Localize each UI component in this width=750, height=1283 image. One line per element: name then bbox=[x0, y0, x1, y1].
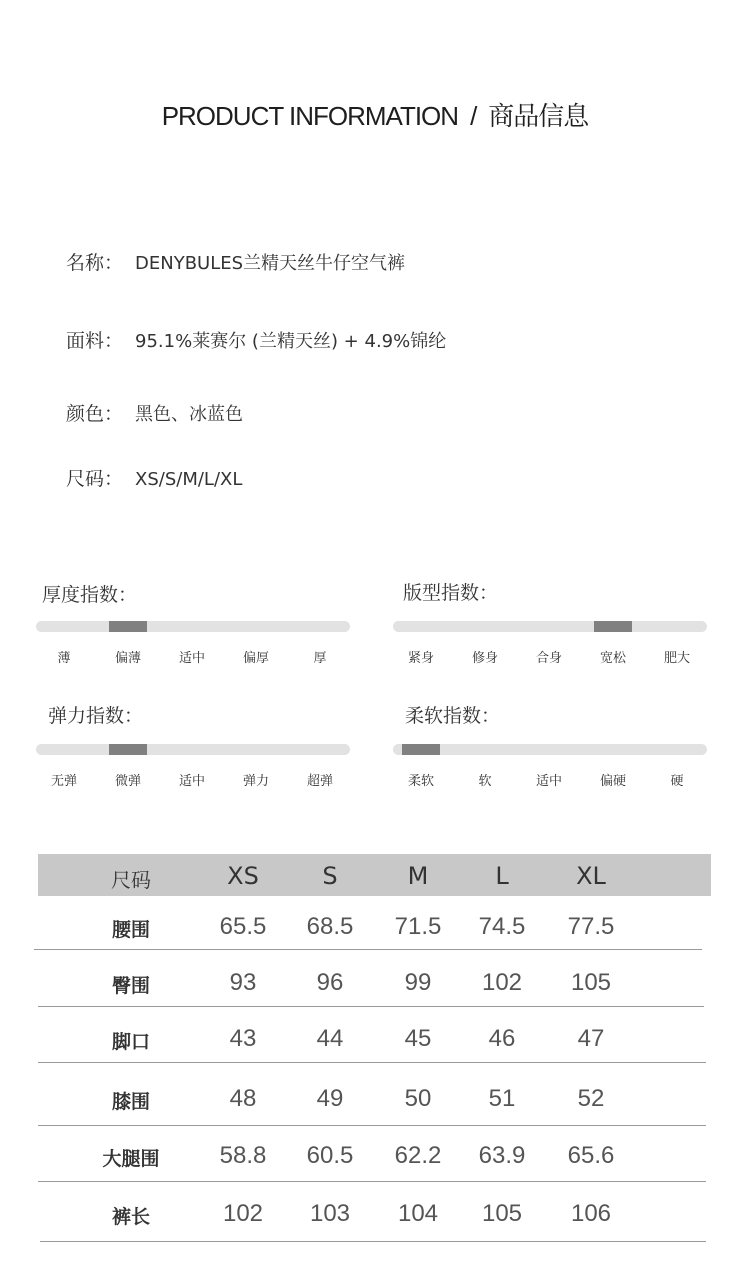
table-cell: 65.6 bbox=[567, 1142, 615, 1169]
table-cell: 58.8 bbox=[219, 1142, 267, 1169]
header-cell-size: 尺码 bbox=[111, 868, 151, 892]
row-divider bbox=[38, 1062, 706, 1063]
row-label: 臀围 bbox=[111, 975, 151, 997]
table-cell: 50 bbox=[404, 1085, 432, 1112]
gauge-option: 适中 bbox=[535, 774, 563, 789]
table-cell: 62.2 bbox=[394, 1142, 442, 1169]
gauge-track bbox=[36, 621, 350, 632]
table-cell: 96 bbox=[316, 969, 344, 996]
header-cell: M bbox=[407, 862, 429, 890]
table-cell: 106 bbox=[570, 1200, 612, 1227]
row-label: 大腿围 bbox=[102, 1148, 160, 1170]
gauge-option: 偏硬 bbox=[599, 774, 627, 789]
table-cell: 51 bbox=[488, 1085, 516, 1112]
header-cell: XS bbox=[227, 862, 259, 890]
table-row bbox=[38, 1183, 711, 1242]
table-cell: 48 bbox=[229, 1085, 257, 1112]
table-cell: 105 bbox=[481, 1200, 523, 1227]
gauge-track bbox=[36, 744, 350, 755]
gauge-label: 弹力指数： bbox=[48, 705, 144, 727]
gauge-option: 宽松 bbox=[599, 651, 627, 666]
table-cell: 49 bbox=[316, 1085, 344, 1112]
table-cell: 74.5 bbox=[478, 913, 526, 940]
table-cell: 99 bbox=[404, 969, 432, 996]
table-cell: 103 bbox=[309, 1200, 351, 1227]
gauge-option: 偏薄 bbox=[114, 651, 142, 666]
gauge-option: 适中 bbox=[178, 651, 206, 666]
gauge-option: 柔软 bbox=[407, 774, 435, 789]
info-row-size bbox=[66, 464, 242, 491]
table-cell: 63.9 bbox=[478, 1142, 526, 1169]
info-key: 名称： bbox=[66, 252, 124, 274]
table-cell: 60.5 bbox=[306, 1142, 354, 1169]
info-key: 颜色： bbox=[66, 403, 124, 425]
gauge-option: 微弹 bbox=[114, 774, 142, 789]
info-value: DENYBULES兰精天丝牛仔空气裤 bbox=[135, 253, 406, 274]
gauge-option: 紧身 bbox=[407, 651, 435, 666]
gauge-option: 修身 bbox=[471, 651, 499, 666]
row-divider bbox=[34, 949, 702, 950]
table-row bbox=[38, 951, 711, 1007]
table-cell: 45 bbox=[404, 1025, 432, 1052]
table-cell: 46 bbox=[488, 1025, 516, 1052]
gauge-label: 厚度指数： bbox=[42, 584, 138, 606]
page-title bbox=[0, 96, 750, 133]
table-row bbox=[38, 1008, 711, 1063]
table-row bbox=[38, 1125, 711, 1182]
gauge-option: 软 bbox=[478, 774, 492, 789]
table-cell: 93 bbox=[229, 969, 257, 996]
row-label: 腰围 bbox=[111, 919, 151, 941]
table-cell: 43 bbox=[229, 1025, 257, 1052]
table-cell: 71.5 bbox=[394, 913, 442, 940]
table-cell: 105 bbox=[570, 969, 612, 996]
table-cell: 68.5 bbox=[306, 913, 354, 940]
gauge-option: 偏厚 bbox=[242, 651, 270, 666]
info-row-fabric bbox=[66, 326, 446, 353]
table-cell: 104 bbox=[397, 1200, 439, 1227]
table-cell: 102 bbox=[481, 969, 523, 996]
gauge-fill bbox=[402, 744, 440, 755]
table-cell: 102 bbox=[222, 1200, 264, 1227]
header-cell: S bbox=[322, 862, 338, 890]
info-row-color bbox=[66, 399, 243, 426]
gauge-option: 厚 bbox=[313, 651, 327, 666]
header-cell: XL bbox=[576, 862, 606, 890]
gauge-label: 柔软指数： bbox=[405, 705, 501, 727]
row-label: 裤长 bbox=[111, 1206, 151, 1228]
title-cn: 商品信息 bbox=[488, 101, 589, 131]
gauge-option: 适中 bbox=[178, 774, 206, 789]
table-row bbox=[38, 896, 711, 950]
title-separator: / bbox=[470, 101, 477, 131]
row-divider bbox=[38, 1006, 704, 1007]
info-key: 面料： bbox=[66, 330, 124, 352]
gauge-fill bbox=[109, 621, 147, 632]
gauge-track bbox=[393, 744, 707, 755]
row-divider bbox=[40, 1241, 706, 1242]
gauge-option: 弹力 bbox=[242, 774, 270, 789]
row-label: 膝围 bbox=[111, 1091, 151, 1113]
table-cell: 47 bbox=[577, 1025, 605, 1052]
row-divider bbox=[38, 1181, 706, 1182]
size-table-header bbox=[38, 854, 711, 896]
title-en: PRODUCT INFORMATION bbox=[161, 101, 459, 131]
info-value: 95.1%莱赛尔 (兰精天丝) + 4.9%锦纶 bbox=[135, 331, 447, 352]
table-row bbox=[38, 1064, 711, 1126]
row-label: 脚口 bbox=[111, 1031, 151, 1053]
gauge-option: 超弹 bbox=[306, 774, 334, 789]
info-row-name bbox=[66, 248, 405, 275]
gauge-track bbox=[393, 621, 707, 632]
gauge-option: 无弹 bbox=[50, 774, 78, 789]
info-value: 黑色、冰蓝色 bbox=[135, 404, 244, 425]
table-cell: 52 bbox=[577, 1085, 605, 1112]
gauge-option: 合身 bbox=[535, 651, 563, 666]
table-cell: 77.5 bbox=[567, 913, 615, 940]
gauge-option: 肥大 bbox=[663, 651, 691, 666]
gauge-fill bbox=[594, 621, 632, 632]
info-key: 尺码： bbox=[66, 468, 124, 490]
table-cell: 44 bbox=[316, 1025, 344, 1052]
gauge-option: 薄 bbox=[57, 651, 71, 666]
table-cell: 65.5 bbox=[219, 913, 267, 940]
header-cell: L bbox=[495, 862, 509, 890]
gauge-label: 版型指数： bbox=[403, 582, 499, 604]
gauge-fill bbox=[109, 744, 147, 755]
info-value: XS/S/M/L/XL bbox=[135, 469, 243, 490]
gauge-option: 硬 bbox=[670, 774, 684, 789]
